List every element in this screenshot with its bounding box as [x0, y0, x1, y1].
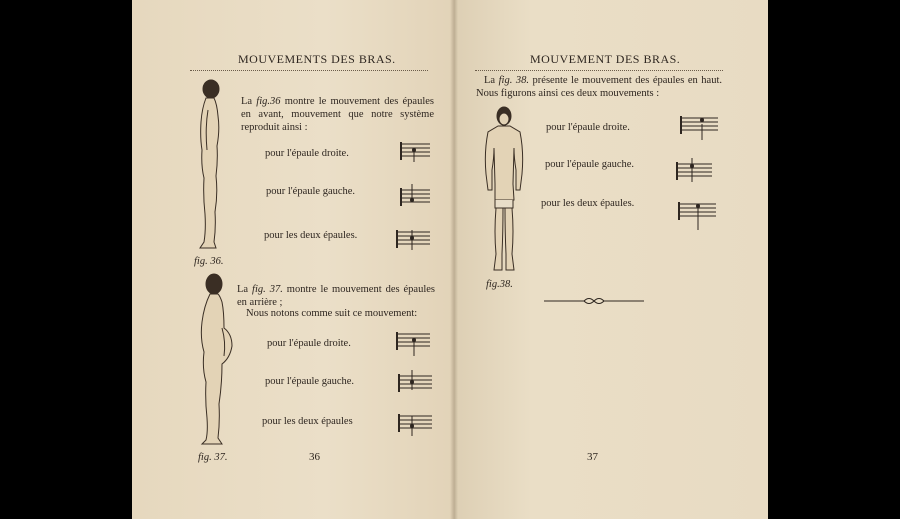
fig38-label-left-shoulder: pour l'épaule gauche. — [545, 159, 635, 170]
fig36-notation-right-shoulder — [398, 140, 432, 164]
fig36-notation-both-shoulders — [394, 226, 432, 252]
left-running-header: MOUVEMENTS DES BRAS. — [238, 52, 396, 66]
book-gutter — [450, 0, 458, 519]
fig36-label-right-shoulder: pour l'épaule droite. — [265, 148, 349, 159]
fig36-label-both-shoulders: pour les deux épaules. — [264, 230, 358, 241]
left-header-rule — [190, 70, 428, 71]
left-page-number: 36 — [309, 451, 320, 463]
fig36-caption: fig. 36. — [194, 256, 224, 267]
fig38-caption: fig.38. — [486, 279, 513, 290]
fig36-illustration — [188, 78, 230, 254]
fig36-label-left-shoulder: pour l'épaule gauche. — [266, 186, 356, 197]
fig38-illustration — [478, 104, 530, 278]
fig37-caption: fig. 37. — [198, 452, 228, 463]
right-header-rule — [475, 70, 723, 71]
fig37-label-left-shoulder: pour l'épaule gauche. — [265, 376, 355, 387]
fig37-intro-note: Nous notons comme suit ce mouvement: — [246, 308, 418, 319]
left-page — [132, 0, 454, 519]
fig38-notation-right-shoulder — [678, 114, 720, 142]
fig38-label-right-shoulder: pour l'épaule droite. — [546, 122, 630, 133]
fig37-intro: La fig. 37. montre le mouvement des épaules en arrière ; — [237, 284, 436, 308]
fig38-intro: La fig. 38. présente le mouvement des épaules en haut. Nous figurons ainsi ces deux mouvements : — [476, 75, 722, 99]
right-page-number: 37 — [587, 451, 598, 463]
fig37-label-both-shoulders: pour les deux épaules — [262, 416, 353, 427]
fig37-notation-right-shoulder — [394, 330, 432, 358]
fig38-notation-left-shoulder — [674, 156, 714, 186]
right-running-header: MOUVEMENT DES BRAS. — [530, 52, 681, 66]
fig37-label-right-shoulder: pour l'épaule droite. — [267, 338, 351, 349]
fig38-label-both-shoulders: pour les deux épaules. — [541, 198, 635, 209]
fig37-notation-both-shoulders — [396, 410, 434, 438]
fig38-notation-both-shoulders — [676, 198, 718, 232]
fig37-illustration — [192, 272, 236, 448]
section-ornament — [544, 295, 644, 307]
fig37-notation-left-shoulder — [396, 368, 434, 396]
fig36-notation-left-shoulder — [398, 182, 432, 208]
fig36-intro: La fig.36 montre le mouvement des épaules en avant, mouvement que notre système reproduit ainsi : — [241, 96, 434, 133]
